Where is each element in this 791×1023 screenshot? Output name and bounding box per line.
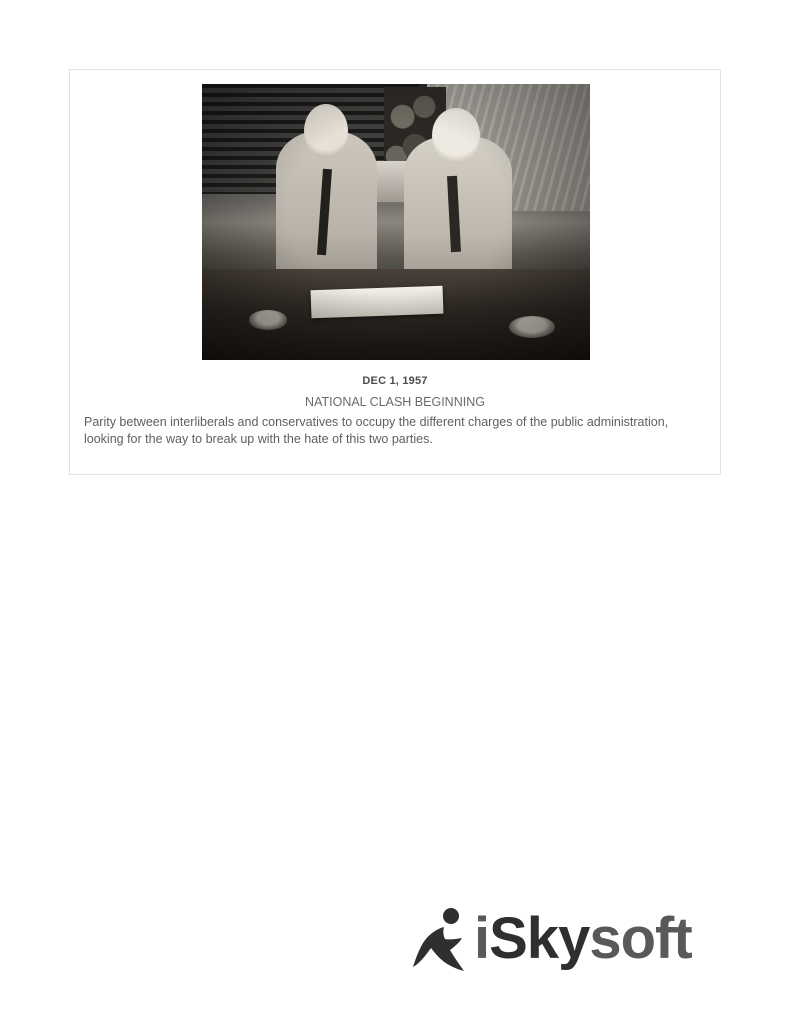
photograph-image	[202, 84, 590, 360]
event-date: DEC 1, 1957	[362, 375, 428, 387]
event-title: NATIONAL CLASH BEGINNING	[305, 395, 485, 409]
iskysoft-wordmark	[474, 906, 692, 971]
wordmark-suffix: soft	[589, 906, 692, 971]
wordmark-middle: Sky	[489, 906, 590, 971]
iskysoft-logo-icon	[410, 905, 472, 973]
event-photograph	[202, 84, 590, 360]
photo-vignette	[202, 84, 590, 360]
iskysoft-watermark	[410, 903, 722, 975]
event-description: Parity between interliberals and conservatives to occupy the different charges of the public administration, looking for the way to break up with the hate of this two parties.	[84, 415, 669, 446]
wordmark-prefix: i	[474, 906, 490, 971]
timeline-event-card	[69, 69, 721, 475]
